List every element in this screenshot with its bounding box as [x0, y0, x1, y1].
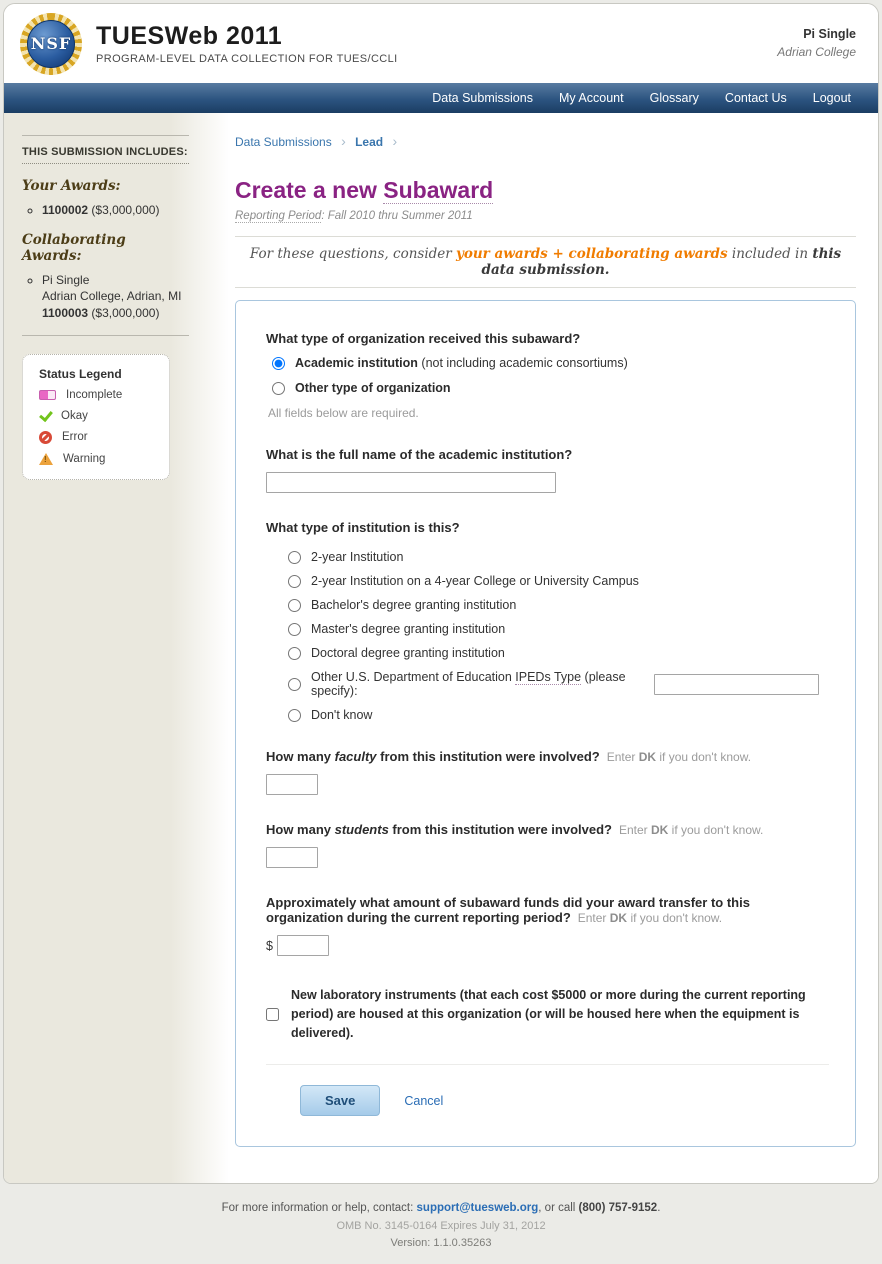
student-count-input[interactable]	[266, 847, 318, 868]
nav-item-my-account[interactable]: My Account	[558, 91, 624, 105]
radio-label: Other type of organization	[295, 381, 451, 395]
collab-org: Adrian College, Adrian, MI	[42, 289, 182, 304]
legend-row-incomplete	[39, 389, 155, 401]
header	[4, 4, 878, 83]
title-block	[96, 22, 777, 65]
legend-row-error	[39, 431, 155, 444]
legend-label: Incomplete	[66, 388, 123, 401]
status-legend-title: Status Legend	[39, 366, 122, 381]
radio-row-2year-on-4year	[288, 574, 829, 588]
page-title	[235, 177, 856, 204]
legend-label: Warning	[63, 452, 106, 465]
radio-label-rest: (not including academic consortiums)	[417, 356, 628, 370]
status-legend	[22, 354, 170, 480]
radio-label: Master's degree granting institution	[311, 622, 506, 636]
radio-label: Don't know	[311, 708, 373, 722]
note-mid: included in	[727, 246, 813, 262]
nav-item-data-submissions[interactable]: Data Submissions	[432, 91, 533, 105]
question-faculty-count: How many faculty from this institution were involved? Enter DK if you don't know.	[266, 749, 752, 764]
radio-row-dont-know	[288, 708, 829, 722]
collaborating-awards-list	[22, 272, 189, 321]
question-org-type: What type of organization received this subaward?	[266, 331, 581, 346]
radio-label: Doctoral degree granting institution	[311, 646, 505, 660]
divider	[235, 287, 856, 288]
note-highlight: your awards + collaborating awards	[456, 246, 728, 262]
other-ipeds-radio[interactable]	[288, 678, 301, 691]
omb-notice: OMB No. 3145-0164 Expires July 31, 2012	[336, 1220, 546, 1233]
nsf-logo	[20, 13, 82, 75]
bachelors-radio[interactable]	[288, 599, 301, 612]
award-amount: ($3,000,000)	[88, 203, 160, 217]
radio-label: Other U.S. Department of Education IPEDs Type (please specify):	[311, 670, 626, 698]
nav-item-logout[interactable]: Logout	[812, 91, 851, 105]
institution-name-input[interactable]	[266, 472, 556, 493]
collab-award-number: 1100003	[42, 305, 89, 320]
breadcrumb	[235, 133, 856, 149]
radio-row-bachelors	[288, 598, 829, 612]
radio-row-academic	[272, 356, 829, 370]
version-label: Version: 1.1.0.35263	[390, 1237, 492, 1250]
question-student-count: How many students from this institution were involved? Enter DK if you don't know.	[266, 822, 764, 837]
legend-label: Okay	[61, 409, 88, 422]
cancel-link[interactable]: Cancel	[404, 1093, 444, 1108]
academic-institution-radio[interactable]	[272, 357, 285, 370]
institution-type-options	[266, 550, 829, 722]
legend-row-warning	[39, 453, 155, 465]
masters-radio[interactable]	[288, 623, 301, 636]
check-icon	[39, 410, 51, 422]
user-block	[777, 26, 856, 60]
footer	[0, 1184, 882, 1264]
radio-row-other-ipeds	[288, 670, 829, 698]
sidebar-divider	[22, 335, 189, 336]
question-institution-name: What is the full name of the academic institution?	[266, 447, 573, 462]
radio-row-masters	[288, 622, 829, 636]
incomplete-icon	[39, 390, 56, 400]
ipeds-type-term: IPEDs Type	[515, 670, 582, 684]
app-subtitle: PROGRAM-LEVEL DATA COLLECTION FOR TUES/CCLI	[96, 53, 398, 65]
legend-row-okay	[39, 410, 155, 422]
error-icon	[39, 431, 52, 444]
lab-instruments-row	[266, 986, 826, 1042]
subaward-form	[235, 300, 856, 1147]
note-bold: this data submission.	[481, 246, 842, 278]
sidebar	[4, 113, 229, 1183]
reporting-period-value: : Fall 2010 thru Summer 2011	[321, 210, 473, 222]
user-organization: Adrian College	[777, 44, 856, 59]
award-item	[42, 202, 189, 218]
funds-amount-input[interactable]	[277, 935, 329, 956]
your-awards-list	[22, 202, 189, 218]
radio-label: 2-year Institution	[311, 550, 404, 564]
warning-icon	[39, 453, 53, 465]
support-email-link[interactable]: support@tuesweb.org	[416, 1202, 539, 1215]
chevron-right-icon: ›	[392, 133, 398, 149]
subaward-term: Subaward	[383, 177, 494, 203]
lab-instruments-checkbox[interactable]	[266, 1008, 279, 1021]
breadcrumb-data-submissions[interactable]: Data Submissions	[235, 135, 332, 149]
other-organization-radio[interactable]	[272, 382, 285, 395]
consideration-note	[235, 237, 856, 287]
content	[4, 113, 878, 1183]
dk-hint: Enter DK if you don't know.	[618, 823, 764, 837]
question-subaward-funds: Approximately what amount of subaward funds did your award transfer to this organization during the current reporting period? Enter DK if you don't know.	[266, 895, 750, 925]
2year-institution-radio[interactable]	[288, 551, 301, 564]
form-divider	[266, 1064, 829, 1065]
app-title: TUESWeb 2011	[96, 22, 283, 50]
faculty-count-input[interactable]	[266, 774, 318, 795]
radio-row-doctoral	[288, 646, 829, 660]
radio-label: Academic institution	[295, 356, 418, 370]
form-actions	[300, 1085, 829, 1116]
breadcrumb-lead[interactable]: Lead	[355, 135, 384, 149]
legend-label: Error	[62, 431, 88, 444]
nav-item-glossary[interactable]: Glossary	[649, 91, 699, 105]
2year-on-4year-radio[interactable]	[288, 575, 301, 588]
nsf-logo-text: NSF	[30, 34, 72, 53]
radio-row-other-org	[272, 381, 829, 395]
note-prefix: For these questions, consider	[249, 246, 457, 262]
dk-hint: Enter DK if you don't know.	[606, 750, 752, 764]
required-note: All fields below are required.	[268, 406, 419, 420]
support-phone: (800) 757-9152	[578, 1202, 658, 1215]
sidebar-heading: THIS SUBMISSION INCLUDES:	[22, 146, 189, 164]
save-button[interactable]: Save	[300, 1085, 380, 1116]
radio-label: 2-year Institution on a 4-year College or University Campus	[311, 574, 639, 588]
radio-row-2year	[288, 550, 829, 564]
chevron-right-icon: ›	[341, 133, 346, 149]
main-content	[229, 113, 878, 1183]
funds-input-row	[266, 935, 829, 956]
reporting-period-term: Reporting Period	[235, 210, 322, 222]
reporting-period	[235, 210, 856, 222]
collab-award-amount: ($3,000,000)	[88, 305, 160, 320]
award-number: 1100002	[42, 203, 89, 217]
collab-award-line	[42, 305, 189, 321]
main-nav	[4, 83, 878, 113]
page-title-prefix: Create a new	[235, 177, 384, 203]
page-card	[3, 3, 879, 1184]
ipeds-type-input[interactable]	[654, 674, 819, 695]
collab-pi-name: ◦ Pi Single	[42, 273, 90, 288]
your-awards-label: Your Awards:	[22, 178, 121, 194]
dollar-sign: $	[266, 938, 273, 953]
dont-know-radio[interactable]	[288, 709, 301, 722]
question-institution-type: What type of institution is this?	[266, 520, 460, 535]
collab-award-item	[42, 272, 189, 321]
sidebar-divider	[22, 135, 189, 136]
radio-label: Bachelor's degree granting institution	[311, 598, 517, 612]
dk-hint: Enter DK if you don't know.	[577, 911, 723, 925]
footer-contact-line: For more information or help, contact: support@tuesweb.org, or call (800) 757-9152.	[221, 1202, 661, 1215]
doctoral-radio[interactable]	[288, 647, 301, 660]
nav-item-contact-us[interactable]: Contact Us	[724, 91, 787, 105]
collaborating-awards-label: Collaborating Awards:	[22, 232, 126, 265]
user-name: Pi Single	[803, 27, 856, 42]
lab-instruments-label: New laboratory instruments (that each cost $5000 or more during the current reporting period) are housed at this organization (or will be housed here when the equipment is delivered).	[291, 988, 806, 1040]
nsf-logo-globe	[27, 20, 75, 68]
